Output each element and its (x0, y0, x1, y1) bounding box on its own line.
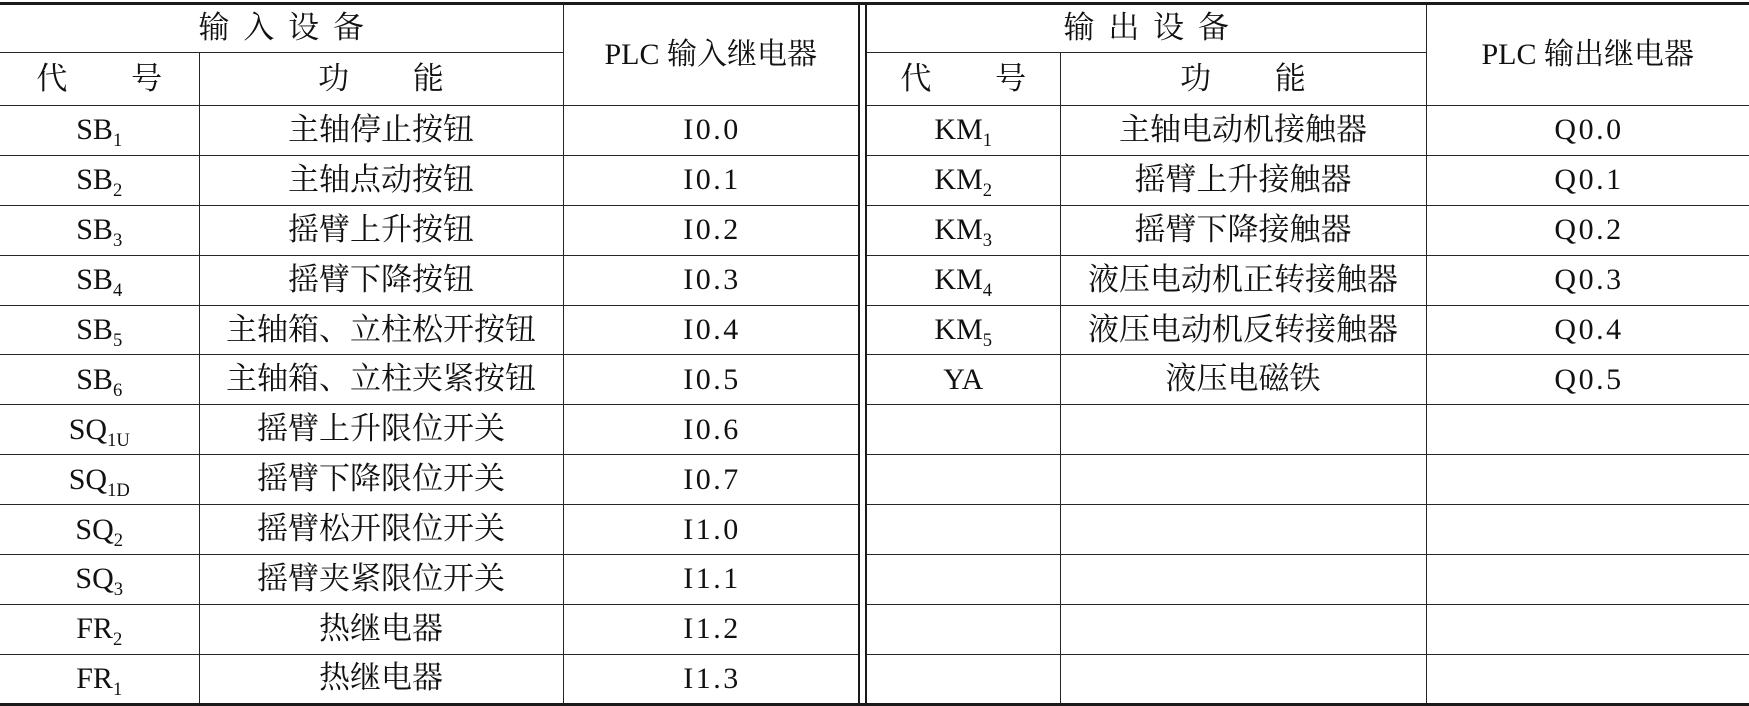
input-code-cell (0, 604, 199, 654)
input-relay-cell: I0.4 (563, 305, 859, 355)
input-code-subscript: 1D (107, 479, 130, 501)
output-code-subscript: 1 (982, 130, 993, 152)
output-function-header: 功 能 (1060, 53, 1426, 106)
input-code-cell (0, 305, 199, 355)
output-code-cell (866, 355, 1060, 405)
input-relay-cell: I0.6 (563, 405, 859, 455)
table-divider (859, 4, 866, 705)
output-function-cell-empty (1060, 555, 1426, 605)
output-function-cell-empty (1060, 604, 1426, 654)
table-row (0, 555, 1749, 605)
output-relay-cell: Q0.4 (1426, 305, 1749, 355)
table-row (0, 106, 1749, 156)
input-function-cell: 摇臂松开限位开关 (199, 505, 563, 555)
input-code: SQ (68, 412, 108, 446)
output-code-cell (866, 155, 1060, 205)
input-code-cell (0, 355, 199, 405)
input-code-cell (0, 106, 199, 156)
input-code: SB (76, 113, 113, 147)
input-code: FR (76, 612, 113, 646)
output-code-cell (866, 205, 1060, 255)
input-code-cell (0, 455, 199, 505)
input-function-cell: 摇臂夹紧限位开关 (199, 555, 563, 605)
input-code-subscript: 3 (112, 230, 123, 252)
output-relay-cell: Q0.2 (1426, 205, 1749, 255)
output-code-subscript: 2 (982, 180, 993, 202)
output-code-cell-empty (866, 654, 1060, 704)
output-code-cell-empty (866, 455, 1060, 505)
output-code-subscript: 5 (982, 330, 993, 352)
input-code-subscript: 5 (112, 330, 123, 352)
output-code-cell-empty (866, 555, 1060, 605)
input-code-subscript: 3 (113, 579, 124, 601)
header-row (0, 4, 1749, 53)
output-code-cell (866, 255, 1060, 305)
output-devices-header: 输 出 设 备 (866, 4, 1426, 53)
table-row (0, 604, 1749, 654)
input-relay-cell: I0.2 (563, 205, 859, 255)
input-code: SQ (68, 462, 108, 496)
io-assignment-table (0, 2, 1749, 706)
input-relay-cell: I0.0 (563, 106, 859, 156)
table-row (0, 405, 1749, 455)
table-row (0, 505, 1749, 555)
output-function-cell-empty (1060, 455, 1426, 505)
output-relay-cell-empty (1426, 604, 1749, 654)
input-code-header: 代 号 (0, 53, 199, 106)
input-code: SB (76, 163, 113, 197)
input-function-cell: 热继电器 (199, 654, 563, 704)
output-code-cell (866, 106, 1060, 156)
output-code-subscript: 4 (982, 280, 993, 302)
input-code-cell (0, 654, 199, 704)
input-code-subscript: 1 (112, 678, 123, 700)
input-relay-cell: I0.1 (563, 155, 859, 205)
input-relay-cell: I0.3 (563, 255, 859, 305)
output-function-cell: 液压电动机反转接触器 (1060, 305, 1426, 355)
input-relay-header: PLC 输入继电器 (563, 4, 859, 106)
input-relay-cell: I0.5 (563, 355, 859, 405)
input-code-subscript: 2 (113, 529, 124, 551)
output-relay-cell: Q0.1 (1426, 155, 1749, 205)
output-code-cell-empty (866, 405, 1060, 455)
input-code-cell (0, 505, 199, 555)
output-code: KM (934, 313, 983, 346)
output-relay-cell: Q0.5 (1426, 355, 1749, 405)
input-code: SQ (75, 562, 114, 596)
input-function-cell: 热继电器 (199, 604, 563, 654)
input-code-cell (0, 155, 199, 205)
input-code-cell (0, 555, 199, 605)
output-code: KM (934, 263, 983, 297)
input-relay-cell: I1.3 (563, 654, 859, 704)
input-code-subscript: 1 (112, 130, 123, 152)
input-code-cell (0, 205, 199, 255)
output-relay-cell: Q0.3 (1426, 255, 1749, 305)
output-code: KM (934, 213, 983, 247)
table-row (0, 205, 1749, 255)
input-code: SB (76, 263, 113, 297)
input-function-cell: 摇臂下降按钮 (199, 255, 563, 305)
input-code: SQ (75, 512, 114, 546)
output-code: KM (934, 163, 983, 197)
input-function-cell: 摇臂上升限位开关 (199, 405, 563, 455)
input-relay-cell: I1.1 (563, 555, 859, 605)
input-function-cell: 主轴箱、立柱松开按钮 (199, 305, 563, 355)
output-function-cell-empty (1060, 405, 1426, 455)
input-code-subscript: 6 (112, 379, 123, 401)
input-code-subscript: 4 (112, 280, 123, 302)
output-function-cell: 液压电磁铁 (1060, 355, 1426, 405)
output-function-cell: 摇臂上升接触器 (1060, 155, 1426, 205)
table-row (0, 654, 1749, 704)
output-code-subscript: 3 (982, 230, 993, 252)
input-code: FR (76, 661, 113, 695)
output-function-cell-empty (1060, 654, 1426, 704)
output-relay-cell-empty (1426, 405, 1749, 455)
output-code-header: 代 号 (866, 53, 1060, 106)
output-code: YA (943, 362, 984, 396)
input-relay-cell: I1.0 (563, 505, 859, 555)
output-relay-cell-empty (1426, 505, 1749, 555)
output-code-cell-empty (866, 505, 1060, 555)
input-function-cell: 主轴箱、立柱夹紧按钮 (199, 355, 563, 405)
output-relay-cell: Q0.0 (1426, 106, 1749, 156)
output-relay-header: PLC 输出继电器 (1426, 4, 1749, 106)
input-function-cell: 摇臂上升按钮 (199, 205, 563, 255)
input-devices-header: 输 入 设 备 (0, 4, 563, 53)
table-row (0, 355, 1749, 405)
input-function-cell: 主轴点动按钮 (199, 155, 563, 205)
table-row (0, 305, 1749, 355)
input-function-cell: 摇臂下降限位开关 (199, 455, 563, 505)
input-code: SB (76, 213, 113, 247)
table-row (0, 455, 1749, 505)
input-relay-cell: I1.2 (563, 604, 859, 654)
output-function-cell: 主轴电动机接触器 (1060, 106, 1426, 156)
output-code: KM (934, 113, 983, 147)
input-code: SB (76, 313, 113, 346)
output-relay-cell-empty (1426, 555, 1749, 605)
input-code-cell (0, 405, 199, 455)
input-code-subscript: 2 (112, 180, 123, 202)
input-code-subscript: 2 (112, 629, 123, 651)
table-row (0, 255, 1749, 305)
input-code: SB (76, 362, 113, 396)
input-relay-cell: I0.7 (563, 455, 859, 505)
output-function-cell: 摇臂下降接触器 (1060, 205, 1426, 255)
input-code-subscript: 1U (107, 429, 130, 451)
output-relay-cell-empty (1426, 455, 1749, 505)
input-function-cell: 主轴停止按钮 (199, 106, 563, 156)
output-function-cell-empty (1060, 505, 1426, 555)
output-relay-cell-empty (1426, 654, 1749, 704)
input-function-header: 功 能 (199, 53, 563, 106)
output-code-cell (866, 305, 1060, 355)
input-code-cell (0, 255, 199, 305)
output-function-cell: 液压电动机正转接触器 (1060, 255, 1426, 305)
table-row (0, 155, 1749, 205)
output-code-cell-empty (866, 604, 1060, 654)
